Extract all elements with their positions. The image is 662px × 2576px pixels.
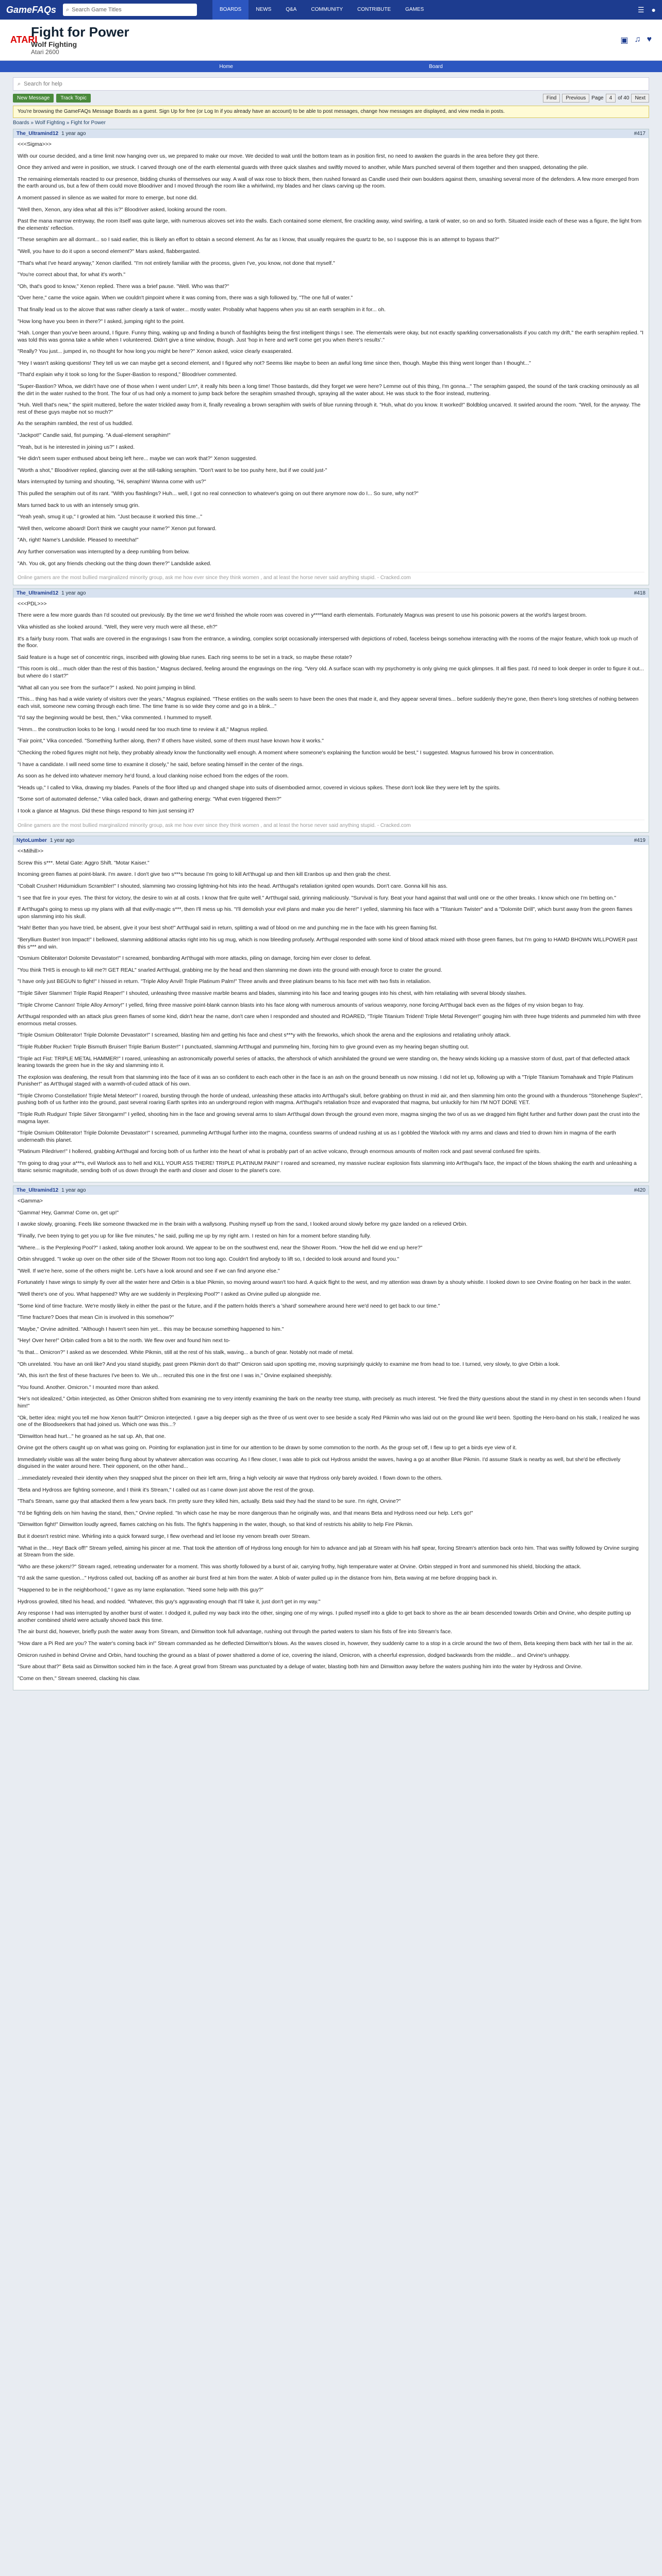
post-paragraph: "Ok, better idea: might you tell me how Xenon fault?" Omicron interjected. I gave a big deeper sigh as the three of us went over to see beside a scaly Red Pikmin who was laid out on the ground like we'd been. Spotting the Hero-band on his stalk, I realized he was one of the Bloodseekers that had joined us. Which one was this...? [18,1415,640,1428]
post-paragraph: The explosion was deafening, the result from that slamming into the face of it was an so confident to each each other in the face is an ash on the ground beneath us now missing. I did not let up, following up with a "Triple Titanium Tomahawk and Triple Platinum Punisher!" as Art'thugal staged with a warmth-of-cuded attack of his own. [18,1074,634,1088]
post-signature: Online gamers are the most bullied marginalized minority group, ask me how ever since they think women , and at least the horse never said anything stupid. - Cracked.com [18,572,644,582]
top-bar [0,0,662,20]
post-paragraph: "Maybe," Orvine admitted. "Although I haven't seen him yet... this may be because something happened to him." [18,1326,284,1332]
game-platform[interactable]: Atari 2600 [31,48,59,56]
game-actions [620,35,652,45]
post-paragraph: "Happened to be in the neighborhood," I gave as my lame explanation. "Need some help with this guy?" [18,1587,263,1593]
post-body [13,598,649,832]
game-subtitle: Wolf Fighting [31,40,77,48]
board-search-placeholder: Search for help [24,81,62,87]
publisher-logo: ATARI [10,35,38,45]
post-paragraph: <<<PDL>>> [18,601,47,607]
nav-item[interactable]: Q&A [286,7,297,12]
message-post [13,1185,649,1690]
board-search[interactable] [13,77,649,91]
post-paragraph: Orbin shrugged. "I woke up over on the other side of the Shower Room not too long ago. Couldn't find anybody to lift so, I decided to look around and found you." [18,1257,400,1263]
post-paragraph: "Oh unrelated. You have an onli like? And you stand stupidly, past green Pikmin don't do that!" Omicron said upon spotting me, moving surprisingly quickly to examine me from head to toe. I turned, very slowly, to give Orbin a look. [18,1361,560,1367]
post-paragraph: "Triple Chromo Constellation! Triple Metal Meteor!" I roared, bursting through the horde of undead, unleashing these attacks into Art'thugal's skull, before grabbing on thrust in mid air, and then slamming him onto the ground with a thunderous "Stonehenge Suplex!", pushing both of us further into the ground, past several roaring Earth sprites into an underground region with magma. Art'thugal's retaliation froze and evaporated that magma, but unluckily for him I'M NOT DONE YET. [18,1093,643,1106]
previous-button[interactable]: Previous [562,94,589,103]
post-paragraph: "What in the... Hey! Back off!" Stream yelled, aiming his pincer at me. That took the attention off of Hydross long enough for him to advance and jab at Stream with his half spear, forcing Stream's attention back onto him. That was swiftly followed by Orvine surging at Stream from the side. [18,1545,639,1558]
post-username[interactable]: The_Ultramind12 [16,1188,59,1194]
search-icon: ⌕ [66,6,70,13]
post-paragraph: As soon as he delved into whatever memory he'd found, a loud clanking noise echoed from the edges of the room. [18,773,289,779]
post-paragraph: "Yeah, but is he interested in joining us?" I asked. [18,444,135,450]
page-select[interactable]: 4 [606,94,616,103]
message-post [13,588,649,833]
post-paragraph: "That's Stream, same guy that attacked them a few years back. I'm pretty sure they killed him, actually. Beta said they had the stand to be sure. I'm right, Orvine?" [18,1499,401,1505]
post-paragraph: "Ah, right! Name's Landslide. Pleased to meetcha!" [18,537,139,544]
post-header [13,589,649,598]
board-toolbar [13,94,649,103]
post-paragraph: "This room is old... much older than the rest of this bastion," Magnus declared, feeling around the engravings on the ring. "Very old. A surface scan with my psychometry is only giving me quick glimpses. It all flies past. I'd need to look deeper in order to figure it out... but where do I start?" [18,666,644,679]
post-paragraph: Vika whistled as she looked around. "Well, they were very much were all these, eh?" [18,624,218,630]
post-body [13,138,649,585]
game-title-block [31,24,129,56]
header-icons [638,6,656,14]
post-paragraph: Past the mana marrow entryway, the room itself was quite large, with numerous alcoves set into the walls. Each contained some element, fire crackling away, wind swirling, a tank of water, so on and so forth. Situated inside each of these was a figure, the light from the elements' reflection. [18,218,642,231]
post-paragraph: Omicron rushed in behind Orvine and Orbin, hand touching the ground as a blast of power shattered a dome of ice, covering the island, Omicron, with a cheerful expression, dodged backwards from the middle... and Orvine's unhappy. [18,1652,570,1658]
post-paragraph: There were a few more guards than I'd scouted out previously. By the time we we'd finished the whole room was covered in y****land earth elementals. Fortunately Magnus was present to use his poisonic powers at the world's largest broom. [18,613,587,619]
next-button[interactable]: Next [631,94,649,103]
post-body [13,845,649,1182]
nav-item[interactable]: CONTRIBUTE [357,7,391,12]
post-paragraph: Art'thugal responded with an attack plus green flames of some kind, didn't hear the name, don't care when I responded and shouted and ROARED, "Triple Titanium Trident! Triple Metal Revenger!" gouging him with three huge tridents and pummeled him with three enormous metal crosses. [18,1014,641,1027]
post-paragraph: "Worth a shot," Bloodriver replied, glancing over at the still-talking seraphim. "Don't want to be too pushy here, but if we could just-" [18,467,327,473]
post-paragraph: "Well then, Xenon, any idea what all this is?" Bloodriver asked, looking around the room. [18,207,227,213]
post-paragraph: "Fair point," Vika conceded. "Something further along, then? If others have visited, some of them must have known how it works." [18,738,324,744]
post-paragraph: "Come on then," Stream sneered, clacking his claw. [18,1675,140,1682]
post-paragraph: "Jackpot!" Candle said, fist pumping. "A dual-element seraphim!" [18,433,171,439]
post-paragraph: "Time fracture? Does that mean Cin is involved in this somehow?" [18,1315,174,1321]
clipboard-icon[interactable]: ▣ [620,36,628,45]
post-paragraph: "Well there's one of you. What happened? Why are we suddenly in Perplexing Pool?" I asked as Orvine pulled up alongside me. [18,1291,321,1297]
post-paragraph: "He didn't seem super enthused about being left here... maybe we can work that?" Xenon suggested. [18,456,257,462]
post-paragraph: "Over here," came the voice again. When we couldn't pinpoint where it was coming from, there was a sigh followed by, "The one full of water." [18,295,353,301]
page-label: Page [591,95,604,101]
post-paragraph: Once they arrived and were in position, we struck. I carved through one of the earth elemental guards with three quick slashes and swiftly moved to another, while Mars punched several of them together and then snapped, detonating the pile. [18,165,588,171]
search-placeholder: Search Game Titles [72,7,122,13]
post-paragraph: "That'd explain why it took so long for the Super-Bastion to respond," Bloodriver commented. [18,372,237,378]
breadcrumb[interactable]: Boards » Wolf Fighting » Fight for Power [13,120,106,126]
post-paragraph: "Beryllium Buster! Iron Impact!" I bellowed, slamming additional attacks right into his ug mug, which is now bleeding profusely. Art'thugal responded with some kind of blood attack mixed with those green flames, but I'm going to HAMD BHOWN WILLPOWER past this s*** and win. [18,937,637,950]
post-paragraph: "Platinum Piledriver!" I hollered, grabbing Art'thugal and forcing both of us further into the heart of what is probably part of an active volcano, through enormous amounts of molten rock and past several confused fire spirits. [18,1149,541,1155]
post-header [13,836,649,845]
nav-item[interactable]: BOARDS [212,0,249,20]
post-paragraph: This pulled the seraphim out of its rant. "With you flashlings? Huh... well, I got no real connection to whatever's going on out there anymore now do I... So sure, why not?" [18,491,419,497]
site-search[interactable] [63,4,197,16]
post-paragraph: "Triple Osmium Obliterator! Triple Dolomite Devastator!" I screamed, pummeling Art'thugal further into the magma, countless swarms of undead rushing at us as I gobbled the Warlock with my arms and claws and tried to drown him in magma of the earth underneath this planet. [18,1130,616,1143]
post-paragraph: "Hah! Better than you have tried, be absent, give it your best shot!" Art'thugal said in return, splitting a wad of blood on me and punching me in the face with his green flaming fist. [18,925,438,931]
post-paragraph: Orvine got the others caught up on what was going on. Pointing for explanation just in time for our attention to be drawn by some commotion to the north. As the group set off, I flew up to get a birds eye view of it. [18,1445,517,1451]
nav-item[interactable]: COMMUNITY [311,7,343,12]
post-paragraph: "I'd ask the same question..." Hydross called out, backing off as another air burst fired at him from the water. A blob of water pulled up in the distance from him, Beta waving at me before dropping back in. [18,1575,498,1582]
message-post [13,836,649,1182]
post-paragraph: Immediately visible was all the water being flung about by whatever altercation was occurring. As I flew closer, I was able to pick out Hydross amidst the waves, having a go at another Blue Pikmin. I'd assume Stark is nearby as well, but she'd be effectively disguised in the water around here. Their opponent, on the other hand... [18,1456,621,1470]
post-paragraph: Mars interrupted by turning and shouting, "Hi, seraphim! Wanna come with us?" [18,479,206,485]
sub-nav [0,61,662,72]
post-list [13,129,649,1690]
post-header [13,1186,649,1195]
post-paragraph: "Really? You just... jumped in, no thought for how long you might be here?" Xenon asked, voice clearly exasperated. [18,349,293,355]
post-paragraph: "Triple Osmium Obliterator! Triple Dolomite Devastator!" I screamed, blasting him and getting his face and chest s***y with the fireworks, which shook the arena and the explosions and retaliating unholy attack. [18,1032,511,1039]
post-paragraph: Hydross growled, tilted his head, and nodded. "Whatever, this guy's aggravating enough that I'll take it, just don't get in my way." [18,1599,321,1605]
post-paragraph: "You found. Another. Omicron." I mounted more than asked. [18,1384,160,1391]
post-paragraph: "You're correct about that, for what it's worth." [18,272,126,278]
post-paragraph: "Ah. You ok, got any friends checking out the thing down there?" Landslide asked. [18,561,211,567]
subnav-home[interactable]: Home [219,63,233,70]
post-paragraph: "Triple Ruth Rudgun! Triple Silver Strongarm!" I yelled, shooting him in the face and growing several arms to slam Art'thugal down through the ground even more, magma singing the two of us as we dragged him flight further and further down past the crust into the magma layer. [18,1112,640,1125]
post-paragraph: "Is that... Omicron?" I asked as we descended. White Pikmin, still at the rest of his stalk, waving... a bunch of gear. Notably not made of metal. [18,1349,354,1355]
main-content [13,72,649,1690]
game-header [0,20,662,61]
post-paragraph: "Triple Silver Slammer! Triple Rapid Reaper!" I shouted, unleashing three massive marble beams and blades, slamming into his face and tearing gouges into his chest, with him retaliating with several bloody slashes. [18,990,527,996]
post-paragraph: "Osmium Obliterator! Dolomite Devastator!" I screamed, bombarding Art'thugal with more attacks, piling on damage, forcing him ever closer to defeat. [18,956,372,962]
post-paragraph: "Ah, this isn't the first of these fractures I've been to. We uh... recruited this one in the first one I was in," Orvine explained sheepishly. [18,1373,333,1379]
post-paragraph: "Hey I wasn't asking questions! They tell us we can maybe get a second element, and I figured why not? Seems like maybe to been an awful long time since then, though. Maybe this thing went longer than I thought..." [18,360,531,366]
site-logo[interactable]: GameFAQs [6,4,57,15]
post-body [13,1195,649,1690]
post-paragraph: "I have a candidate. I will need some time to examine it closely," he said, before seating himself in the center of the rings. [18,761,304,768]
post-paragraph: "These seraphim are all dormant... so I said earlier, this is likely an effort to obtain a second element. As far as I know, that usually requires the quartz to be, so I suppose this is an attempt to bypass that?" [18,237,500,243]
post-paragraph: "You think THIS is enough to kill me?! GET REAL" snarled Art'thugal, grabbing me by the head and then slamming me down into the ground with enough force to crater the ground. [18,967,442,973]
post-paragraph: "He's not idealized," Orbin interjected, as Other Omicron shifted from examining me to very intently examining the bark on the nearby tree stump, with precisely as much interest. "He fired the thirty questions about the stand in my chest in ten seconds when I found him!" [18,1396,640,1409]
post-paragraph: "Hey! Over here!" Orbin called from a bit to the north. We flew over and found him next to- [18,1338,230,1344]
post-paragraph: ...immediately revealed their identity when they snapped shut the pincer on their left arm, firing a high velocity air wave that Hydross only barely avoided. I flown down to the others. [18,1476,443,1482]
post-paragraph: "Oh, that's good to know," Xenon replied. There was a brief pause. "Well. Who was that?" [18,283,229,290]
post-paragraph: "Well. If we're here, some of the others might be. Let's have a look around and see if we can find anyone else." [18,1268,280,1274]
post-paragraph: "Dimwitton fight!" Dimwitton loudly agreed, flames catching on his fists. The fight's happening in the water, though, so that kind of restricts his ability to help Fire Pikmin. [18,1522,413,1528]
post-paragraph: "Heads up," I called to Vika, drawing my blades. Panels of the floor lifted up and changed shape into suits of disembodied armor, covered in vicious spikes. These don't look like they were left by the spirits. [18,785,501,791]
main-nav [212,0,431,20]
post-paragraph: "I see that fire in your eyes. The thirst for victory, the desire to win at all costs. I know that fire quite well." Art'thugal said, grinning maliciously. "Survival is fury. Beat your hand against that wall until one or the other breaks. I know which one I'm betting on." [18,895,616,901]
post-signature: Online gamers are the most bullied marginalized minority group, ask me how ever since they think women , and at least the horse never said anything stupid. - Cracked.com [18,820,644,829]
post-username[interactable]: The_Ultramind12 [16,131,59,137]
post-paragraph: "How long have you been in there?" I asked, jumping right to the point. [18,318,185,325]
post-paragraph: With our course decided, and a time limit now hanging over us, we prepared to make our move. We decided to wait until the bottom team as in position first, no need to awaken the guards in the area before they got there. [18,153,539,159]
post-paragraph: "How dare a Pi Red are you? The water's coming back in!" Stream commanded as he deflected Dimwitton's blows. As the waves closed in, however, they suddenly came to a stop in a circle around the two of them, Beta keeping them back with her tail in the air. [18,1640,633,1647]
post-paragraph: "Some kind of time fracture. We're mostly likely in either the past or the future, and if the pattern holds there's a 'shard' somewhere around here we'd need to get back to our time." [18,1303,440,1309]
post-paragraph: Fortunately I have wings to simply fly over all the water here and Orbin is a blue Pikmin, so moving around wasn't too hard. A quick flight to the west, and my attention was drawn by a shouty whistle. I looked down to see Orvine floating on her back in the water. [18,1280,632,1286]
post-paragraph: "This... thing has had a wide variety of visitors over the years," Magnus explained. "These entities on the walls seem to have been the ones that made it, and they appear several times... before suddenly they're gone, then there's long stretches of nothing between each visit, someone new coming through each time. The time frame is so wide they come and go in a blink..." [18,697,639,709]
post-number[interactable]: #418 [634,590,646,596]
post-paragraph: The air burst did, however, briefly push the water away from Stream, and Dimwitton took full advantage, rushing out through the parted waters to slam his fists of fire into Stream's face. [18,1629,452,1635]
post-paragraph: "Super-Bastion? Whoa, we didn't have one of those when I went under! Lm*, it really hits been a long time! Those bastards, did they forget we were here? Lemme out of this thing, I'm gonna..." The seraphim gasped, the sound of the tank cracking ominously as all the dirt in the water rushed to the front. The four of us had only a moment to jump back before the seraphim smashed through, spraying all the water about. He was stuck to the floor instead, muttering. [18,384,639,397]
post-paragraph: "Who are these jokers!?" Stream raged, retreating underwater for a moment. This was shortly followed by a burst of air, carrying frothy, high temperature water at Orvine. Orbin stepped in front and summoned his shield, blocking the attack. [18,1564,582,1570]
track-topic-button[interactable]: Track Topic [56,94,91,103]
post-date: 1 year ago [61,1188,86,1194]
post-paragraph: "Huh. Well that's new," the spirit muttered, before the water trickled away from it, finally revealing a brown seraphim with swirls of blue running through it. "Huh, what do you know. It worked!" Boldblog uncarved. It swirled around the room. "Well, for the anyway. The rest of these guys maybe not so much?" [18,402,641,415]
post-username[interactable]: NytoLumber [16,838,47,844]
post-paragraph: "Yeah yeah, smug it up," I growled at him. "Just because it worked this time..." [18,514,203,520]
post-paragraph: "Finally, I've been trying to get you up for like five minutes," he said, pulling me up by my right arm. I rested on him for a moment before standing fully. [18,1233,371,1239]
post-paragraph: Screw this s***. Metal Gate: Aggro Shift. "Motar Kaiser." [18,860,150,866]
post-paragraph: <<<Sigma>>> [18,142,52,147]
pager [543,94,649,103]
post-paragraph: "I'd say the beginning would be best, then," Vika commented. I hummed to myself. [18,715,212,721]
post-paragraph: Any response I had was interrupted by another burst of water. I dodged it, pulled my way back into the other, singing one of my wings. I pulled myself into a glide to get back to shore as the air beam descended towards Orbin and Orvine, who despite putting up another combined shield were actually shoved back this time. [18,1611,631,1623]
post-header [13,129,649,138]
post-paragraph: I awoke slowly, groaning. Feels like someone thwacked me in the brain with a wallysong. Pushing myself up from the sand, I looked around slowly before my gaze landed on a relieved Orbin. [18,1222,468,1228]
bell-icon[interactable]: ♫ [634,35,641,44]
subnav-board[interactable]: Board [429,63,443,70]
post-paragraph: That finally lead us to the alcove that was rather clearly a tank of water... mostly water. Probably what happens when you sit an earth seraphim in it for... oh. [18,307,386,313]
post-paragraph: "Triple Rubber Rucker! Triple Bismuth Bruiser! Triple Barium Buster!" I punctuated, slamming Art'thugal and pummeling him, forcing him to give ground even as my hearing began shutting out. [18,1044,469,1050]
post-paragraph: Incoming green flames at point-blank. I'm aware. I don't give two s***s because I'm going to kill Art'thugal up and then kill Eranbos up and then grab the chest. [18,872,391,878]
post-paragraph: "Beta and Hydross are fighting someone, and I think it's Stream," I called out as I came down just above the rest of the group. [18,1487,315,1493]
post-paragraph: "Hah. Longer than you've been around, I figure. Funny thing, waking up and finding a bunch of flashlights being the first intelligent things I see. The elementals were okay, but not exactly sparkling conversationalists if you catch my drift," the earth seraphim replied. "I was told this was gonna take a while when I volunteered. Didn't give a time window, though. Just 'hop in here and we'll come get you when there's results'." [18,330,644,343]
post-paragraph: "I have only just BEGUN to fight!" I hissed in return. "Triple Alloy Anvil! Triple Platinum Palm!" Three anvils and three platinum beams to his face met with two fists in retaliation. [18,979,431,985]
post-paragraph: "Gamma! Hey, Gamma! Come on, get up!" [18,1210,119,1216]
post-paragraph: "I'd be fighting dels on him having the stand, then," Orvine replied. "In which case he may be more dangerous than he originally was, and that means Beta and Hydross need our help. Let's go!" [18,1510,473,1516]
post-number[interactable]: #419 [634,838,646,844]
post-paragraph: Mars turned back to us with an intensely smug grin. [18,502,140,509]
user-icon[interactable]: ● [651,5,656,14]
post-paragraph: "Hmm... the construction looks to be long. I would need far too much time to review it all," Magnus replied. [18,726,269,733]
message-post [13,129,649,585]
guest-notice: You're browsing the GameFAQs Message Boards as a guest. Sign Up for free (or Log In if you already have an account) to be able to post messages, change how messages are displayed, and view media in posts. [13,106,649,118]
post-paragraph: <<Milhill>> [18,849,44,855]
heart-icon[interactable]: ♥ [647,35,652,44]
post-paragraph: "Sure about that?" Beta said as Dimwitton socked him in the face. A great growl from Stream was punctuated by a deluge of water, blasting both him and Dimwitton away before the waters pushing him into the water by Hydross and Orvine. [18,1664,583,1670]
post-username[interactable]: The_Ultramind12 [16,590,59,596]
post-date: 1 year ago [61,131,86,137]
post-paragraph: But it doesn't restrict mine. Whirling into a quick forward surge, I flew overhead and let loose my venom breath over Stream. [18,1534,310,1540]
post-paragraph: "Triple act Fist: TRIPLE METAL HAMMER!" I roared, unleashing an astronomically powerful series of attacks, the aftershock of which annihilated the ground we were standing on, the heavy winds kicking up a massive storm of dust, part of that deflected attack leaning towards the green hue in the sky and slamming into it. [18,1056,630,1069]
find-button[interactable]: Find [543,94,560,103]
post-paragraph: The remaining elementals reacted to our presence, bidding chunks of themselves our way. A wall of wax rose to block them, then rushed forward as Candle used their own boulders against them, smashing several more of the defenders. A few more emerged from the earth around us, but a few of them could move Bloodriver and I moved through the room like a whirlwind, my blades and her claws carving up the room. [18,176,639,190]
menu-icon[interactable]: ☰ [637,5,644,14]
post-paragraph: "What all can you see from the surface?" I asked. No point jumping in blind. [18,685,196,691]
post-paragraph: "Dimwitton head hurt..." he groaned as he sat up. Ah, that one. [18,1433,166,1439]
post-paragraph: It's a fairly busy room. That walls are covered in the engravings I saw from the entrance, a winding, complex script occasionally interspersed with depictions of robed, faceless beings somehow interacting with the rooms of the major feature, which took up much of the floor. [18,636,638,649]
post-date: 1 year ago [61,590,86,596]
post-paragraph: Said feature is a huge set of concentric rings, inscribed with glowing blue runes. Each ring seems to be set in a track, so maybe these rotate? [18,654,352,660]
post-paragraph: "I'm going to drag your a***s, evil Warlock ass to hell and KILL YOUR ASS THERE! TRIPLE PLATINUM PAIN!" I roared and screamed, my massive nuclear explosion fists slamming into Art'thugal's face, the impact of the blows shaking the earth and unleashing a titanic seismic magnitude, sending both of us down through the earth and closer and closer to the planet's core. [18,1161,637,1174]
post-paragraph: Any further conversation was interrupted by a deep rumbling from below. [18,549,190,555]
post-date: 1 year ago [49,838,75,844]
game-title[interactable]: Fight for Power [31,24,129,40]
post-paragraph: <Gamma> [18,1198,43,1205]
post-paragraph: "Cobalt Crusher! Hidumidium Scrambler!" I shouted, slamming two crossing lightning-hot hits into the head. Art'thugal's retaliation ignited open wounds. Don't care. Gonna kill his ass. [18,884,448,889]
new-message-button[interactable]: New Message [13,94,54,103]
post-paragraph: "Checking the robed figures might not help, they probably already know the functionality well enough. A moment where someone's explaining the function would be best," I suggested. Magnus furrowed his brow in concentration. [18,750,554,756]
post-number[interactable]: #420 [634,1188,646,1194]
post-paragraph: "Well, you have to do it upon a second element?" Mars asked, flabbergasted. [18,248,201,255]
post-paragraph: A moment passed in silence as we waited for more to emerge, but none did. [18,195,198,201]
post-paragraph: I took a glance at Magnus. Did these things respond to him just sensing it? [18,808,194,815]
post-paragraph: "Well then, welcome aboard! Don't think we caught your name?" Xenon put forward. [18,526,217,532]
post-paragraph: If Art'thugal's going to mess up my plans with all that evilly-magic s***, then I'll mess up his. "I'll demolish your evil plans and make you die here!" I yelled, slamming his face with a "Titanium Twister" and a "Dolomite Drill", which burst away from the green flames upon slamming into his skull. [18,907,633,920]
post-paragraph: "That's what I've heard anyway," Xenon clarified. "I'm not entirely familiar with the process, given I've, you know, not done that myself." [18,260,335,266]
post-paragraph: "Some sort of automated defense," Vika called back, drawn and gathering energy. "What even triggered them?" [18,796,282,803]
post-paragraph: "Triple Chrome Cannon! Triple Alloy Armory!" I yelled, firing three massive point-blank cannon blasts into his face along with numerous amounts of various weaponry, none forcing Art'thugal back even as the fidges of my vision began to fray. [18,1002,584,1008]
nav-item[interactable]: GAMES [405,7,424,12]
page-of: of 40 [618,95,630,101]
nav-item[interactable]: NEWS [256,7,272,12]
post-paragraph: "Where... is the Perplexing Pool?" I asked, taking another look around. We appear to be on the southwest end, near the Shower Room. "How the hell did we end up here?" [18,1245,423,1251]
post-number[interactable]: #417 [634,131,646,137]
search-icon: ⌕ [18,80,21,87]
post-paragraph: As the seraphim rambled, the rest of us huddled. [18,421,134,427]
